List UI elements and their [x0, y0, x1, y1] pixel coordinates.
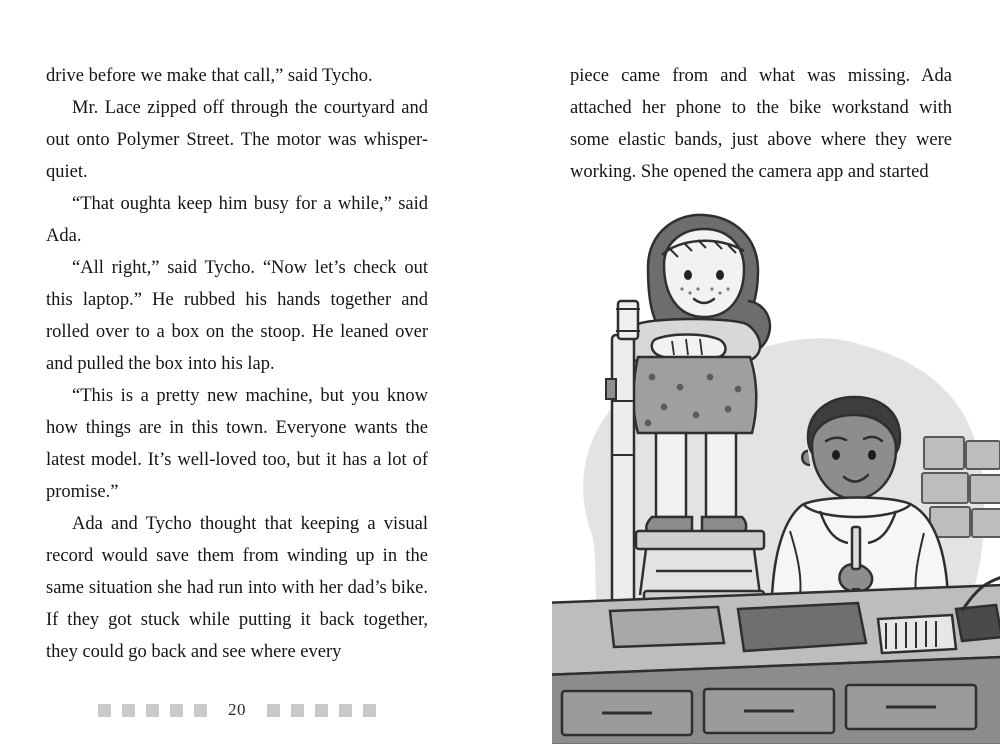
girl-eye-right: [716, 270, 724, 280]
folio-marker: [363, 704, 376, 717]
folio-marker: [291, 704, 304, 717]
folio-marker: [339, 704, 352, 717]
girl-leg-left: [656, 433, 686, 517]
workstand-clamp-knob: [606, 379, 616, 399]
paragraph: drive before we make that call,” said Tycho.: [46, 66, 373, 86]
left-text-column: [46, 60, 428, 668]
folio-marker: [267, 704, 280, 717]
girl-on-step-stool-and-boy-at-workbench-illustration: [552, 205, 1000, 744]
girl-eye-left: [684, 270, 692, 280]
screwdriver: [852, 527, 860, 569]
folio-marker: [315, 704, 328, 717]
folio-marker: [122, 704, 135, 717]
folio-marker: [194, 704, 207, 717]
folio-marker: [98, 704, 111, 717]
paragraph: “All right,” said Tycho. “Now let’s check out this laptop.” He rubbed his hands together and rolled over to a box on the stoop. He leaned over and pulled the box into his lap.: [46, 258, 428, 374]
folio-marker: [146, 704, 159, 717]
boy-eye-left: [832, 450, 840, 460]
paragraph: “That oughta keep him busy for a while,” said Ada.: [46, 194, 428, 246]
background-boxes: [922, 437, 1000, 537]
parts-mat: [610, 607, 724, 647]
page-number: 20: [228, 700, 246, 719]
boy-eye-right: [868, 450, 876, 460]
paragraph: piece came from and what was missing. Ada attached her phone to the bike workstand with some elastic bands, just above where they were working. She opened the camera app and started: [570, 66, 952, 182]
girl-leg-right: [706, 433, 736, 517]
girl-shirt: [634, 357, 757, 433]
right-text-column: [570, 60, 952, 188]
paragraph: Mr. Lace zipped off through the courtyard and out onto Polymer Street. The motor was whisper-quiet.: [46, 98, 428, 182]
folio-marker: [170, 704, 183, 717]
stool-top: [636, 531, 764, 549]
workbench: [552, 577, 1000, 744]
laptop-panel: [738, 603, 866, 651]
phone-on-stand: [618, 301, 638, 339]
page-folio: [46, 700, 428, 720]
paragraph: Ada and Tycho thought that keeping a visual record would save them from winding up in the same situation she had run into with her dad’s bike. If they got stuck while putting it back together, they could go back and see where every: [46, 514, 428, 662]
paragraph: “This is a pretty new machine, but you know how things are in this town. Everyone wants the latest model. It’s well-loved too, but it has a lot of promise.”: [46, 386, 428, 502]
